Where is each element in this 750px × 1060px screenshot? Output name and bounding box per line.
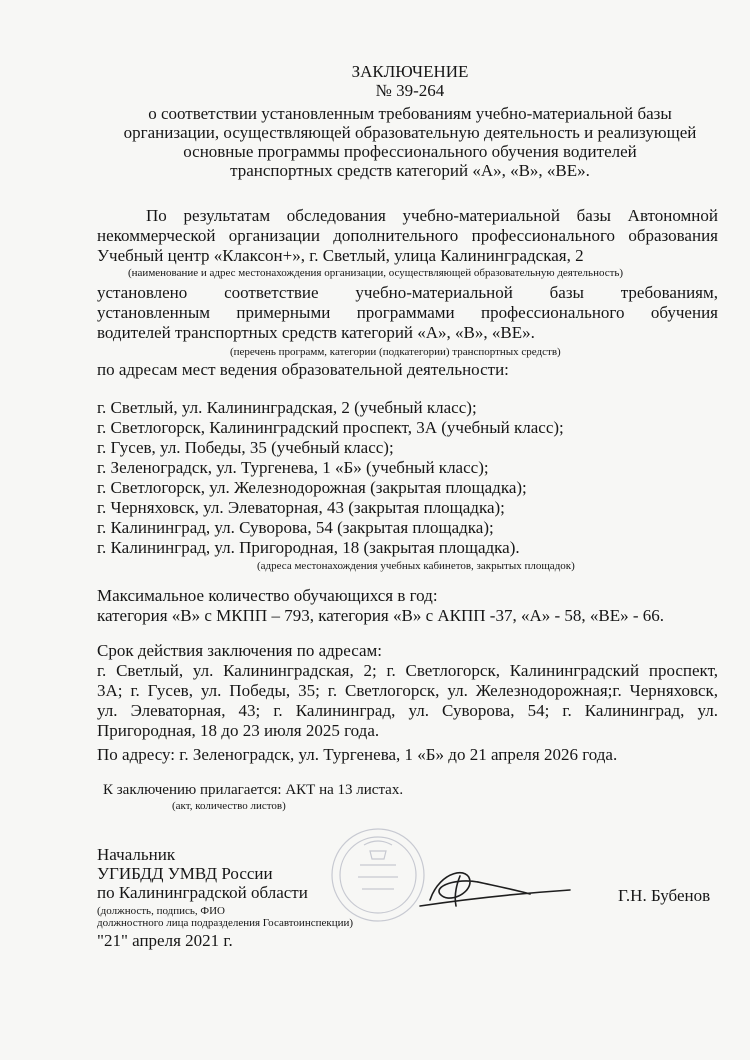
subtitle-line: организации, осуществляющей образовательную деятельность и реализующей xyxy=(123,123,697,142)
document-number: № 39-264 xyxy=(375,81,445,100)
signatory-name: Г.Н. Бубенов xyxy=(618,886,711,905)
validity-line: 3А; г. Гусев, ул. Победы, 35; г. Светлогорск, ул. Железнодорожная;г. Черняховск, xyxy=(97,681,718,700)
subtitle-line: транспортных средств категорий «А», «В», «ВЕ». xyxy=(230,161,590,180)
address-item: г. Светлогорск, ул. Железнодорожная (закрытая площадка); xyxy=(97,478,527,497)
signatory-title-line: Начальник xyxy=(97,845,176,864)
attachment-text: К заключению прилагается: АКТ на 13 листах. xyxy=(103,782,404,798)
address-item: г. Гусев, ул. Победы, 35 (учебный класс); xyxy=(97,438,394,457)
compliance-line: водителей транспортных средств категорий «А», «В», «ВЕ». xyxy=(97,323,535,342)
address-item: г. Светлый, ул. Калининградская, 2 (учебный класс); xyxy=(97,398,477,417)
signature-icon xyxy=(400,860,600,920)
signatory-title-line: УГИБДД УМВД России xyxy=(97,864,273,883)
document-title: ЗАКЛЮЧЕНИЕ xyxy=(351,62,469,81)
attachment-caption: (акт, количество листов) xyxy=(172,800,286,812)
signatory-caption: (должность, подпись, ФИО xyxy=(97,905,225,917)
validity-line: г. Светлый, ул. Калининградская, 2; г. Светлогорск, Калининградский проспект, xyxy=(97,661,718,680)
validity-line: ул. Элеваторная, 43; г. Калининград, ул. Суворова, 54; г. Калининград, ул. xyxy=(97,701,718,720)
intro-line: Учебный центр «Клаксон+», г. Светлый, улица Калининградская, 2 xyxy=(97,246,584,265)
intro-line: некоммерческой организации дополнительного профессионального образования xyxy=(97,226,718,245)
capacity-text: категория «В» с МКПП – 793, категория «В» с АКПП -37, «А» - 58, «ВЕ» - 66. xyxy=(97,606,665,625)
capacity-heading: Максимальное количество обучающихся в год: xyxy=(97,586,438,605)
address-item: г. Светлогорск, Калининградский проспект, 3А (учебный класс); xyxy=(97,418,564,437)
compliance-line: установлено соответствие учебно-материальной базы требованиям, xyxy=(97,283,718,302)
validity-line: Пригородная, 18 до 23 июля 2025 года. xyxy=(97,721,380,740)
validity-extra: По адресу: г. Зеленоградск, ул. Тургенева, 1 «Б» до 21 апреля 2026 года. xyxy=(97,745,618,764)
address-item: г. Калининград, ул. Суворова, 54 (закрытая площадка); xyxy=(97,518,494,537)
signature-date: "21" апреля 2021 г. xyxy=(97,931,233,950)
signatory-title-line: по Калининградской области xyxy=(97,883,308,902)
document-header xyxy=(60,62,750,180)
compliance-line: установленным примерными программами профессионального обучения xyxy=(97,303,718,322)
programs-caption: (перечень программ, категории (подкатегории) транспортных средств) xyxy=(230,346,561,358)
validity-heading: Срок действия заключения по адресам: xyxy=(97,641,383,660)
addresses-heading: по адресам мест ведения образовательной деятельности: xyxy=(97,360,509,379)
address-item: г. Зеленоградск, ул. Тургенева, 1 «Б» (учебный класс); xyxy=(97,458,489,477)
subtitle-line: о соответствии установленным требованиям учебно-материальной базы xyxy=(148,104,672,123)
address-item: г. Черняховск, ул. Элеваторная, 43 (закрытая площадка); xyxy=(97,498,505,517)
signatory-caption: должностного лица подразделения Госавтоинспекции) xyxy=(97,917,354,929)
intro-line: По результатам обследования учебно-материальной базы Автономной xyxy=(146,206,718,225)
organization-caption: (наименование и адрес местонахождения организации, осуществляющей образовательную деятельность) xyxy=(128,267,624,279)
subtitle-line: основные программы профессионального обучения водителей xyxy=(183,142,637,161)
address-item: г. Калининград, ул. Пригородная, 18 (закрытая площадка). xyxy=(97,538,520,557)
addresses-caption: (адреса местонахождения учебных кабинетов, закрытых площадок) xyxy=(257,560,575,572)
